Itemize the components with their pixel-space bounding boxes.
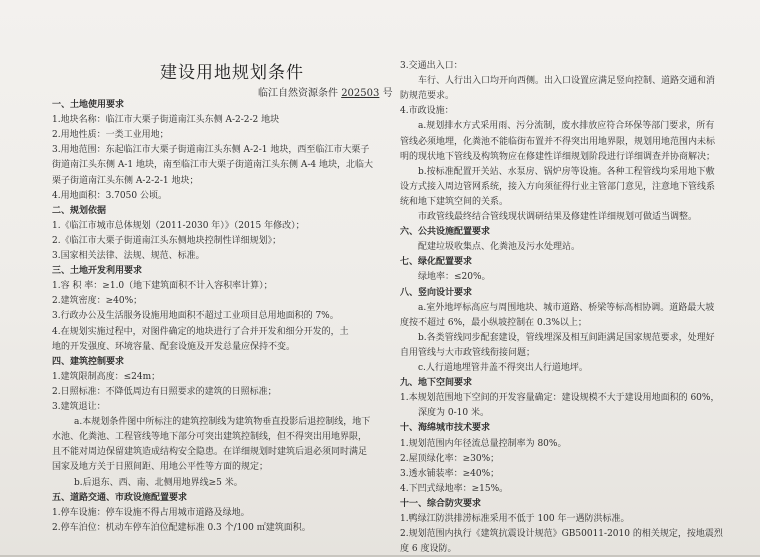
- text-line: 深度为 0-10 米。: [418, 408, 489, 419]
- text-line: 国家及地方关于日照间距、用地公平性等方面的规定；: [52, 462, 269, 473]
- text-line: 2.用地性质：一类工业用地；: [52, 130, 169, 141]
- text-line: 自用管线与大市政管线衔接问题；: [400, 347, 536, 358]
- text-line: 4.市政设施：: [400, 106, 454, 117]
- text-line: 1.容 积 率：≥1.0（地下建筑面积不计入容积率计算）；: [52, 281, 273, 292]
- section-heading: 二、规划依据: [52, 205, 107, 216]
- section-heading: 八、竖向设计要求: [400, 287, 473, 298]
- text-line: b.后退东、西、南、北侧用地界线≥5 米。: [74, 477, 243, 488]
- text-line: 1.地块名称：临江市大栗子街道南江头东侧 A-2-2-2 地块: [52, 115, 280, 126]
- text-line: 3.建筑退让：: [52, 402, 106, 412]
- text-line: b.各类管线同步配套建设，管线埋深及相互间距满足国家规范要求，处理好: [418, 332, 715, 343]
- text-line: 2.《临江市大栗子街道南江头东侧地块控制性详细规划》；: [52, 235, 282, 246]
- text-line: b.按标准配置开关站、水泵房、锅炉房等设施。各种工程管线均采用地下敷: [418, 166, 715, 177]
- section-heading: 三、土地开发利用要求: [52, 266, 143, 277]
- text-line: 2.日照标准：不降低周边有日照要求的建筑的日照标准；: [52, 386, 277, 397]
- text-line: 3.行政办公及生活服务设施用地面积不超过工业项目总用地面积的 7%。: [52, 311, 339, 322]
- section-heading: 十一、综合防灾要求: [400, 498, 482, 509]
- text-line: 1.停车设施：停车设施不得占用城市道路及绿地。: [52, 507, 250, 518]
- text-line: 3.透水铺装率：≥40%；: [400, 468, 500, 479]
- text-line: a.规划排水方式采用雨、污分流制，废水排放应符合环保等部门要求，所有: [418, 121, 715, 132]
- section-heading: 五、道路交通、市政设施配置要求: [52, 492, 188, 503]
- section-heading: 六、公共设施配置要求: [400, 227, 491, 238]
- text-line: 3.国家相关法律、法规、规范、标准。: [52, 251, 205, 261]
- text-line: a.本规划条件图中所标注的建筑控制线为建筑物垂直投影后退控制线，地下: [74, 417, 371, 428]
- text-line: 度 6 度设防。: [400, 544, 457, 555]
- text-line: 3.交通出入口：: [400, 61, 463, 71]
- text-line: 街道南江头东侧 A-1 地块，南至临江市大栗子街道南江头东侧 A-4 地块，北临大: [52, 160, 373, 171]
- text-line: 1.《临江市城市总体规划（2011-2030 年）》（2015 年修改）；: [52, 220, 305, 231]
- doc-number: 202503: [341, 88, 380, 99]
- doc-prefix: 临江自然资源条件: [258, 88, 338, 99]
- text-line: 防规范要求。: [400, 91, 455, 102]
- text-line: a.室外地坪标高应与周围地块、城市道路、桥梁等标高相协调。道路最大坡: [418, 302, 715, 313]
- text-line: 统和地下建筑空间的关系。: [400, 196, 509, 207]
- text-line: 4.在规划实施过程中，对图件确定的地块进行了合并开发和细分开发的，土: [52, 326, 349, 337]
- section-heading: 七、绿化配置要求: [400, 257, 473, 268]
- text-line: 管线必须地埋，化粪池不能临街布置并不得突出用地界限，规划用地范围内未标: [400, 136, 716, 147]
- text-line: 绿地率：≤20%。: [418, 272, 491, 283]
- section-heading: 九、地下空间要求: [400, 378, 473, 389]
- text-line: 1.本规划范围地下空间的开发容量确定：建设规模不大于建设用地面积的 60%，: [400, 393, 720, 404]
- text-line: 地的开发强度、环境容量、配套设施及开发总量应保持不变。: [52, 341, 296, 352]
- text-line: 水池、化粪池、工程管线等地下部分可突出建筑控制线，但不得突出用地界限，: [52, 432, 368, 443]
- text-line: 2.建筑密度：≥40%；: [52, 296, 143, 307]
- section-heading: 十、海绵城市技术要求: [400, 423, 491, 434]
- text-line: 市政管线最终结合管线现状调研结果及修建性详细规划可做适当调整。: [418, 212, 698, 222]
- text-line: c.人行道地埋管井盖不得突出人行道地坪。: [418, 363, 588, 373]
- text-line: 2.屋顶绿化率：≥30%；: [400, 453, 500, 464]
- text-line: 1.鸭绿江防洪排涝标准采用不低于 100 年一遇防洪标准。: [400, 514, 630, 524]
- section-heading: 一、土地使用要求: [52, 100, 125, 110]
- text-line: 1.规划范围内年径流总量控制率为 80%。: [400, 438, 567, 449]
- text-line: 度按不超过 6%，最小纵坡控制在 0.3%以上；: [400, 317, 587, 328]
- text-line: 4.下凹式绿地率：≥15%。: [400, 483, 509, 494]
- text-line: 3.用地范围：东起临江市大栗子街道南江头东侧 A-2-1 地块，西至临江市大栗子: [52, 145, 370, 156]
- text-line: 车行、人行出入口均开向西侧。出入口设置应满足竖向控制、道路交通和消: [418, 76, 716, 87]
- page-title: 建设用地规划条件: [160, 63, 304, 83]
- text-line: 配建垃圾收集点、化粪池及污水处理站。: [418, 242, 581, 253]
- text-line: 设方式接入周边管网系统，接入方向须征得行业主管部门意见，注意地下管线系: [400, 181, 716, 192]
- text-line: 明的现状地下管线及构筑物应在修建性详细规划阶段进行详细调查并协商解决；: [400, 151, 716, 162]
- text-line: 2.规划范围内执行《建筑抗震设计规范》GB50011-2010 的相关规定，按地震烈: [400, 529, 723, 540]
- text-line: 1.建筑限制高度：≤24m；: [52, 371, 161, 382]
- text-line: 栗子街道南江头东侧 A-2-2-1 地块；: [52, 175, 199, 186]
- text-line: 4.用地面积：3.7050 公顷。: [52, 190, 167, 201]
- text-line: 且不能对周边保留建筑造成结构安全隐患。在详细规划时建筑后退必须同时满足: [52, 447, 368, 458]
- document-number: [258, 84, 393, 99]
- doc-suffix: 号: [382, 88, 393, 99]
- section-heading: 四、建筑控制要求: [52, 356, 125, 367]
- text-line: 2.停车泊位：机动车停车泊位配建标准 0.3 个/100 ㎡建筑面积。: [52, 522, 311, 533]
